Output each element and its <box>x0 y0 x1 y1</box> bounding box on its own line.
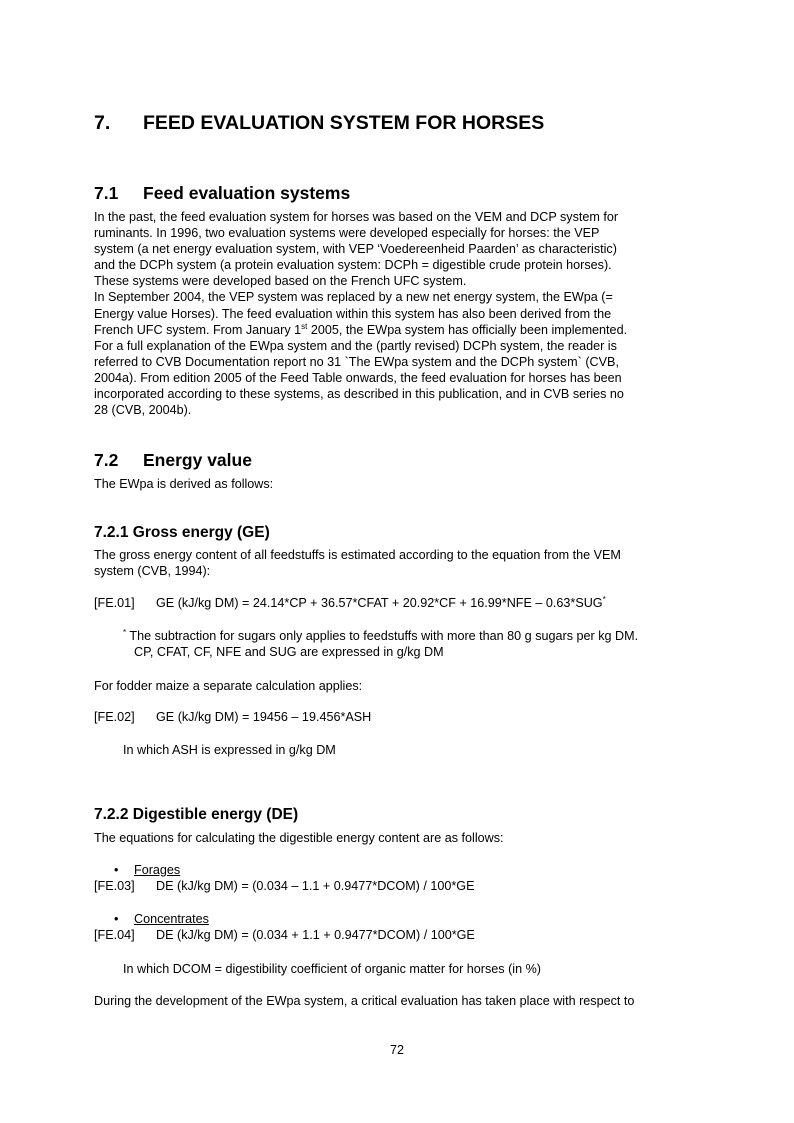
bullet-forages <box>114 863 180 877</box>
ash-note <box>123 742 336 758</box>
text-line: The equations for calculating the digestible energy content are as follows: <box>94 831 504 845</box>
section-title: Energy value <box>143 450 252 470</box>
equation-text: DE (kJ/kg DM) = (0.034 – 1.1 + 0.9477*DCOM) / 100*GE <box>156 879 475 893</box>
text-fragment: 2005, the EWpa system has officially been implemented. <box>307 322 628 337</box>
section-7-2-1-heading: 7.2.1 Gross energy (GE) <box>94 524 270 541</box>
equation-text: GE (kJ/kg DM) = 24.14*CP + 36.57*CFAT + 20.92*CF + 16.99*NFE – 0.63*SUG <box>156 596 603 610</box>
text-line <box>94 322 627 338</box>
dcom-note <box>123 961 541 977</box>
equation-fe01 <box>94 596 606 610</box>
text-line: These systems were developed based on the French UFC system. <box>94 274 467 289</box>
section-7-2-heading <box>94 450 252 471</box>
section-7-2-2-heading: 7.2.2 Digestible energy (DE) <box>94 806 299 823</box>
closing-paragraph <box>94 993 634 1009</box>
bullet-concentrates <box>114 912 209 926</box>
equation-label: [FE.01] <box>94 596 135 610</box>
equation-text: DE (kJ/kg DM) = (0.034 + 1.1 + 0.9477*DCOM) / 100*GE <box>156 928 475 942</box>
text-line: In the past, the feed evaluation system for horses was based on the VEM and DCP system for <box>94 210 619 224</box>
equation-fe02 <box>94 710 371 724</box>
bullet-icon: • <box>114 863 119 877</box>
maize-intro <box>94 678 362 694</box>
equation-label: [FE.03] <box>94 879 135 893</box>
section-7-2-2-intro <box>94 830 504 846</box>
text-line: In which DCOM = digestibility coefficient of organic matter for horses (in %) <box>123 962 541 976</box>
equation-label: [FE.02] <box>94 710 135 724</box>
text-line: During the development of the EWpa system, a critical evaluation has taken place with respect to <box>94 994 635 1008</box>
text-line: CP, CFAT, CF, NFE and SUG are expressed in g/kg DM <box>134 645 444 660</box>
text-line: For fodder maize a separate calculation applies: <box>94 679 363 693</box>
equation-fe03 <box>94 879 474 893</box>
bullet-icon: • <box>114 912 119 926</box>
section-number: 7.1 <box>94 183 119 203</box>
text-line: referred to CVB Documentation report no 31 `The EWpa system and the DCPh system` (CVB, <box>94 354 619 369</box>
text-line: Energy value Horses). The feed evaluation within this system has also been derived from the <box>94 306 612 321</box>
page-number: 72 <box>389 1043 404 1057</box>
text-line: In September 2004, the VEP system was replaced by a new net energy system, the EWpa (= <box>94 290 613 305</box>
section-7-1-heading <box>94 183 350 204</box>
text-line: 28 (CVB, 2004b). <box>94 403 192 418</box>
text-fragment: French UFC system. From January 1 <box>94 322 302 337</box>
equation-fe04 <box>94 928 475 942</box>
equation-text: GE (kJ/kg DM) = 19456 – 19.456*ASH <box>156 710 372 724</box>
text-line: incorporated according to these systems, as described in this publication, and in CVB series no <box>94 387 624 402</box>
superscript: st <box>301 321 308 331</box>
section-7-2-1-intro <box>94 547 621 579</box>
bullet-label: Concentrates <box>134 912 209 926</box>
section-7-2-intro <box>94 476 273 492</box>
text-line: For a full explanation of the EWpa system and the (partly revised) DCPh system, the reader is <box>94 338 617 353</box>
equation-label: [FE.04] <box>94 928 135 942</box>
footnote <box>123 628 638 660</box>
footnote-marker: * <box>602 595 606 604</box>
bullet-label: Forages <box>134 863 181 877</box>
section-title: Feed evaluation systems <box>143 183 351 203</box>
text-line <box>123 628 638 644</box>
text-line: system (a net energy evaluation system, with VEP ‘Voedereenheid Paarden’ as characteristic) <box>94 242 617 257</box>
chapter-title: FEED EVALUATION SYSTEM FOR HORSES <box>143 112 545 134</box>
text-line: system (CVB, 1994): <box>94 564 211 579</box>
text-line: ruminants. In 1996, two evaluation systems were developed especially for horses: the VEP <box>94 226 600 241</box>
text-fragment: The subtraction for sugars only applies to feedstuffs with more than 80 g sugars per kg DM. <box>126 629 639 643</box>
text-line: The gross energy content of all feedstuffs is estimated according to the equation from the VEM <box>94 548 621 562</box>
chapter-number: 7. <box>94 112 111 134</box>
footnote-marker: * <box>123 628 127 637</box>
text-line: and the DCPh system (a protein evaluation system: DCPh = digestible crude protein horses). <box>94 258 612 273</box>
section-number: 7.2 <box>94 450 119 470</box>
text-line: The EWpa is derived as follows: <box>94 477 274 491</box>
text-line: 2004a). From edition 2005 of the Feed Table onwards, the feed evaluation for horses has been <box>94 370 622 385</box>
chapter-heading <box>94 112 544 135</box>
section-7-1-paragraph <box>94 209 627 418</box>
text-line: In which ASH is expressed in g/kg DM <box>123 743 336 757</box>
